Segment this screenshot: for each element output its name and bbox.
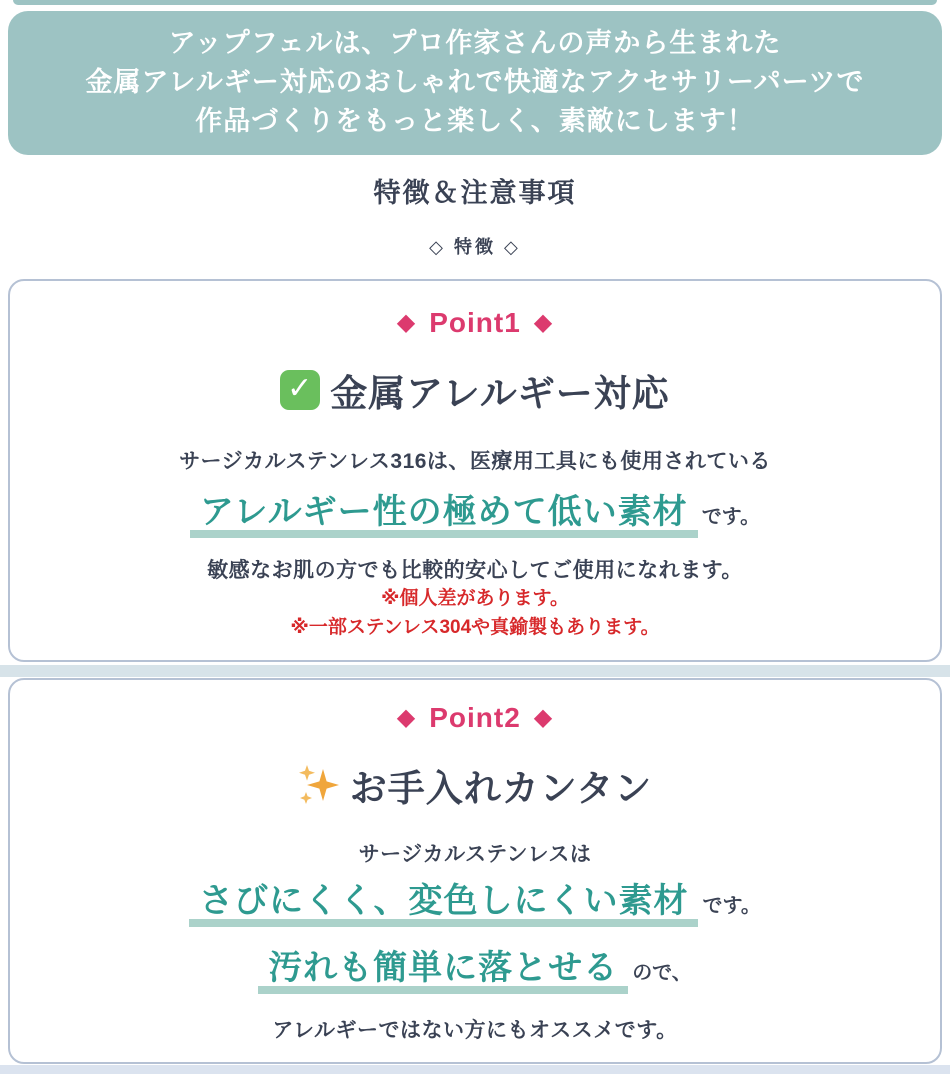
banner-line-1: アップフェルは、プロ作家さんの声から生まれた — [168, 28, 782, 58]
point1-note-2: ※一部ステンレス304や真鍮製もあります。 — [290, 617, 660, 638]
section-subtitle: ◇ 特徴 ◇ — [429, 237, 521, 257]
banner-line-2: 金属アレルギー対応のおしゃれで快適なアクセサリーパーツで — [85, 67, 865, 97]
point2-card — [8, 678, 942, 1064]
diamond-icon: ◆ — [533, 309, 554, 336]
sparkles-icon — [298, 764, 340, 806]
diamond-icon: ◆ — [396, 704, 417, 731]
point2-highlight-1: さびにくく、変色しにくい素材 — [189, 873, 698, 927]
section-divider-strip — [0, 665, 950, 677]
point2-highlight-line-1 — [30, 873, 920, 927]
point2-headline — [30, 758, 920, 812]
point2-intro: サージカルステンレスは — [358, 843, 592, 866]
point1-headline — [30, 363, 920, 417]
point2-highlight-2: 汚れも簡単に落とせる — [258, 940, 628, 994]
point2-highlight-1-suffix: です。 — [702, 895, 761, 917]
point1-label — [30, 307, 920, 339]
next-section-strip — [0, 1065, 950, 1074]
point2-label-text: Point2 — [429, 702, 521, 733]
point2-highlight-2-suffix: ので、 — [632, 962, 692, 984]
point1-body: 敏感なお肌の方でも比較的安心してご使用になれます。 — [207, 559, 743, 582]
point1-highlight-suffix: です。 — [701, 506, 761, 528]
point2-highlight-line-2 — [30, 940, 920, 994]
point1-highlight: アレルギー性の極めて低い素材 — [190, 484, 698, 538]
check-glyph: ✓ — [287, 372, 314, 405]
point1-label-text: Point1 — [429, 307, 521, 338]
point1-card — [8, 279, 942, 662]
point2-label — [30, 702, 920, 734]
diamond-icon: ◆ — [533, 704, 554, 731]
brand-intro-banner — [8, 11, 942, 155]
previous-banner-remnant — [13, 0, 937, 5]
point1-intro: サージカルステンレス316は、医療用工具にも使用されている — [179, 450, 771, 473]
point2-headline-text: お手入れカンタン — [349, 768, 653, 809]
banner-line-3: 作品づくりをもっと楽しく、素敵にします！ — [195, 106, 755, 136]
point1-headline-text: 金属アレルギー対応 — [330, 373, 670, 414]
point1-highlight-line — [30, 484, 920, 538]
point1-note-1: ※個人差があります。 — [381, 588, 569, 609]
section-title: 特徴＆注意事項 — [373, 178, 577, 208]
diamond-icon: ◆ — [396, 309, 417, 336]
check-mark-icon — [280, 370, 320, 410]
point2-body: アレルギーではない方にもオススメです。 — [272, 1019, 678, 1042]
